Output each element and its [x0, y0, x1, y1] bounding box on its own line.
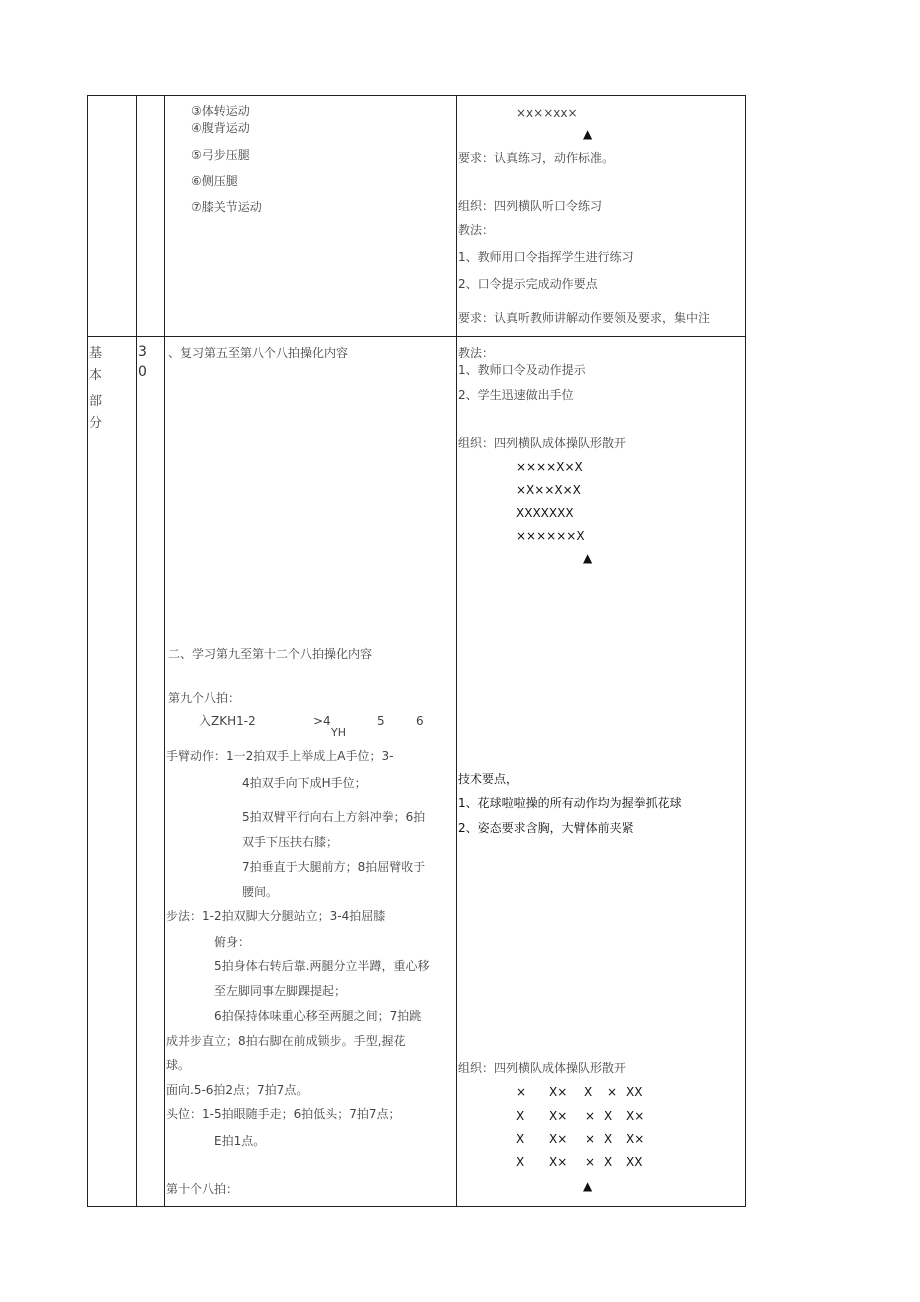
formation-cell: X — [604, 1155, 613, 1169]
tenth-eight-beat-title: 第十个八拍： — [166, 1182, 239, 1196]
step-text: 步法：1-2拍双脚大分腿站立；3-4拍屈膝 — [166, 909, 386, 923]
beat-label: 6 — [416, 714, 424, 728]
technique-title: 技术要点， — [458, 772, 519, 786]
formation-cell: X× — [626, 1132, 645, 1146]
exercise-item: ④腹背运动 — [191, 121, 250, 135]
section-label: 基 本 部 分 — [89, 346, 103, 431]
exercise-item: ⑦膝关节运动 — [191, 200, 262, 214]
beat-label: 入ZKH1-2 — [199, 714, 256, 728]
arm-movement-text: 4拍双手向下成H手位； — [242, 776, 367, 790]
formation-cell: × — [607, 1085, 618, 1099]
requirement-text: 要求：认真练习，动作标准。 — [458, 151, 615, 165]
teacher-triangle-icon: ▲ — [583, 551, 593, 565]
table-col-divider-3 — [456, 95, 457, 1207]
formation-cell: X× — [549, 1085, 568, 1099]
learn-title: 二、学习第九至第十二个八拍操化内容 — [168, 647, 373, 661]
formation-cell: X — [604, 1132, 613, 1146]
formation-row: ×x××xx× — [516, 106, 578, 120]
review-title: 、复习第五至第八个八拍操化内容 — [168, 346, 349, 360]
ninth-eight-beat-title: 第九个八拍： — [168, 691, 241, 705]
formation-row: ×X××X×X — [516, 483, 581, 497]
method-title: 教法： — [458, 223, 495, 237]
step-text: 成并步直立；8拍右脚在前成锁步。手型,握花 — [166, 1034, 406, 1048]
table-col-divider-1 — [136, 95, 137, 1207]
formation-cell: XX — [626, 1155, 643, 1169]
formation-cell: X — [516, 1132, 525, 1146]
formation-cell: X× — [549, 1109, 568, 1123]
beat-label: >4 — [313, 714, 331, 728]
beat-label: 5 — [377, 714, 385, 728]
teacher-triangle-icon: ▲ — [583, 127, 593, 141]
step-text: 球。 — [166, 1058, 191, 1072]
table-border-right — [745, 95, 746, 1207]
formation-row: ××××××X — [516, 529, 585, 543]
formation-row: ××××X×X — [516, 460, 583, 474]
teacher-triangle-icon: ▲ — [583, 1179, 593, 1193]
technique-item: 1、花球啦啦操的所有动作均为握拳抓花球 — [458, 796, 682, 810]
formation-row: XXXXXXX — [516, 506, 574, 520]
exercise-item: ⑤弓步压腿 — [191, 148, 250, 162]
formation-cell: X — [584, 1085, 593, 1099]
step-text: 5拍身体右转后靠.两腿分立半蹲，重心移 — [214, 959, 430, 973]
head-position-text: E拍1点。 — [214, 1134, 266, 1148]
formation-cell: × — [516, 1085, 527, 1099]
formation-cell: X — [516, 1155, 525, 1169]
exercise-item: ⑥侧压腿 — [191, 174, 238, 188]
formation-cell: × — [585, 1155, 596, 1169]
technique-item: 2、姿态要求含胸，大臂体前夹紧 — [458, 821, 634, 835]
arm-movement-text: 5拍双臂平行向右上方斜冲拳；6拍 — [242, 810, 426, 824]
facing-text: 面向.5-6拍2点；7拍7点。 — [166, 1083, 309, 1097]
head-position-text: 头位：1-5拍眼随手走；6拍低头；7拍7点； — [166, 1107, 401, 1121]
step-text: 6拍保持体味重心移至两腿之间；7拍跳 — [214, 1009, 422, 1023]
formation-cell: × — [585, 1109, 596, 1123]
organization-text: 组织：四列横队成体操队形散开 — [458, 1061, 627, 1075]
step-text: 至左脚同事左脚踝提起； — [214, 984, 347, 998]
formation-cell: × — [585, 1132, 596, 1146]
table-col-divider-2 — [164, 95, 165, 1207]
formation-cell: X× — [549, 1132, 568, 1146]
beat-label: YH — [331, 726, 346, 739]
arm-movement-text: 7拍垂直于大腿前方；8拍屈臂收于 — [242, 860, 426, 874]
table-border-left — [87, 95, 88, 1207]
formation-cell: X× — [549, 1155, 568, 1169]
method-item: 2、学生迅速做出手位 — [458, 388, 574, 402]
formation-cell: X — [516, 1109, 525, 1123]
method-item: 1、教师用口令指挥学生进行练习 — [458, 250, 634, 264]
table-border-top — [87, 95, 746, 96]
duration-minutes: 3 0 — [138, 344, 147, 380]
method-title: 教法： — [458, 346, 495, 360]
step-text: 俯身： — [214, 935, 251, 949]
requirement-text: 要求：认真听教师讲解动作要领及要求，集中注 — [458, 311, 711, 325]
arm-movement-text: 双手下压扶右膝； — [242, 835, 339, 849]
formation-cell: XX — [626, 1085, 643, 1099]
method-item: 1、教师口令及动作提示 — [458, 363, 586, 377]
arm-movement-text: 腰间。 — [242, 885, 279, 899]
organization-text: 组织：四列横队听口令练习 — [458, 199, 603, 213]
formation-cell: X — [604, 1109, 613, 1123]
exercise-item: ③体转运动 — [191, 104, 250, 118]
method-item: 2、口令提示完成动作要点 — [458, 277, 598, 291]
table-border-bottom — [87, 1206, 746, 1207]
formation-cell: X× — [626, 1109, 645, 1123]
table-row-divider — [87, 336, 746, 337]
organization-text: 组织：四列横队成体操队形散开 — [458, 436, 627, 450]
arm-movement-text: 手臂动作：1一2拍双手上举成上A手位；3- — [166, 749, 394, 763]
